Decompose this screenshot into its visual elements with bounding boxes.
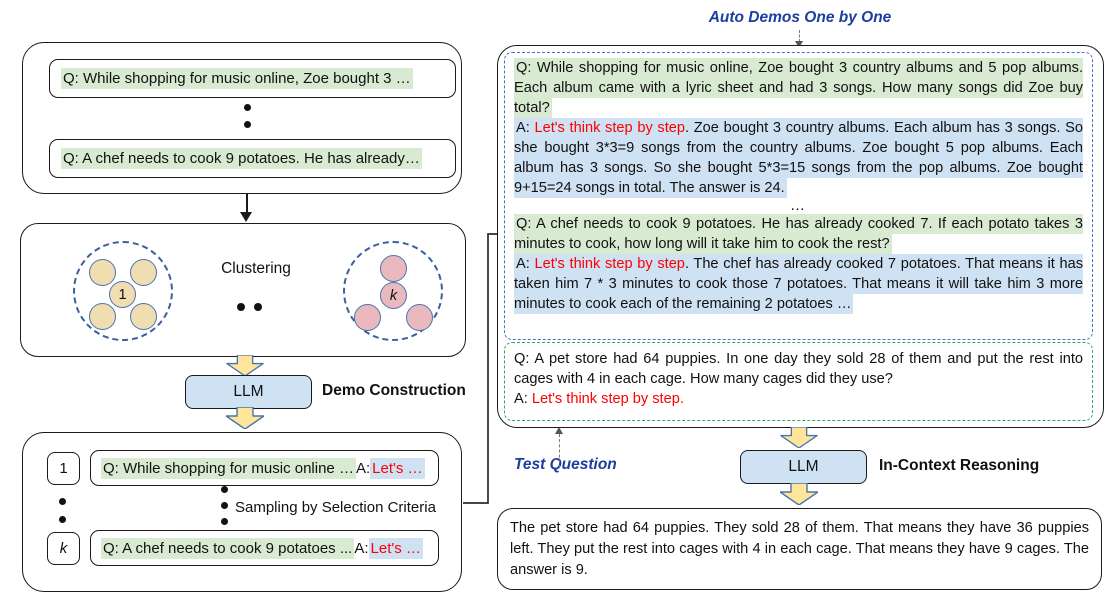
test-a-trigger: Let's think step by step. bbox=[531, 391, 684, 407]
demo-2-a-trigger: Let's think step by step bbox=[534, 256, 685, 272]
cluster-k-dot bbox=[354, 304, 381, 331]
auto-demos-label: Auto Demos One by One bbox=[708, 9, 892, 26]
demo-index-k bbox=[47, 532, 80, 565]
test-a-prefix: A: bbox=[514, 391, 532, 407]
vertical-dots-icon bbox=[221, 502, 228, 509]
vertical-dots-icon bbox=[244, 104, 251, 111]
demo-2-question-text: Q: A chef needs to cook 9 potatoes. He has already cooked 7. If each potato takes 3 minutes to cook, how long will it take him to cook the rest? bbox=[514, 216, 1083, 252]
demo-2-a-prefix: A: bbox=[516, 256, 535, 272]
arrow-down-line bbox=[246, 193, 248, 214]
cluster-k-label: k bbox=[389, 287, 398, 304]
pool-question-1-text: Q: While shopping for music online, Zoe bought 3 … bbox=[63, 70, 411, 87]
vertical-dots-icon bbox=[244, 121, 251, 128]
in-context-reasoning-label: In-Context Reasoning bbox=[879, 457, 1040, 474]
demos-separator: … bbox=[790, 197, 807, 214]
cluster-1-circle bbox=[73, 241, 173, 341]
llm-box-right bbox=[740, 450, 867, 484]
clustering-label: Clustering bbox=[221, 260, 291, 277]
sampled-demo-1-a-prefix: A: bbox=[355, 459, 371, 477]
demo-1-a-prefix: A: bbox=[516, 120, 535, 136]
cluster-k-dot bbox=[406, 304, 433, 331]
demo-1-question bbox=[514, 58, 1083, 118]
horizontal-dots-icon bbox=[254, 303, 262, 311]
cluster-1-label: 1 bbox=[118, 286, 127, 303]
test-answer-line bbox=[514, 389, 1083, 409]
horizontal-dots-icon bbox=[237, 303, 245, 311]
vertical-dots-icon bbox=[221, 486, 228, 493]
block-arrow-down-icon bbox=[226, 355, 264, 376]
sampled-demo-1-answer: Let's … bbox=[372, 459, 423, 477]
sampled-demo-row-k bbox=[90, 530, 439, 566]
llm-label: LLM bbox=[233, 383, 264, 400]
cluster-1-dot bbox=[130, 259, 157, 286]
sampling-criteria-label: Sampling by Selection Criteria bbox=[235, 499, 436, 516]
sampled-demo-1-question: Q: While shopping for music online … bbox=[103, 459, 354, 477]
sampled-demo-k-answer: Let's … bbox=[370, 539, 421, 557]
sampled-demo-k-a-prefix: A: bbox=[354, 539, 369, 557]
demo-construction-label: Demo Construction bbox=[322, 382, 466, 399]
cluster-1-center-dot bbox=[109, 281, 136, 308]
vertical-dots-icon bbox=[221, 518, 228, 525]
demo-1-question-text: Q: While shopping for music online, Zoe bought 3 country albums and 5 pop albums. Each album came with a lyric sheet and had 3 songs. How many songs did Zoe buy total? bbox=[514, 60, 1083, 116]
answer-text: The pet store had 64 puppies. They sold 28 of them. That means they have 36 puppies left. They put the rest into cages with 4 in each cage. That means they have 9 cages. The answer is 9. bbox=[510, 520, 1089, 578]
demo-1-answer bbox=[514, 118, 1083, 198]
auto-demos-panel bbox=[504, 52, 1093, 340]
cluster-k-center-dot bbox=[380, 282, 407, 309]
arrow-down-head-icon bbox=[240, 212, 252, 222]
demo-1-answer-text bbox=[514, 118, 1083, 198]
llm-box-left bbox=[185, 375, 312, 409]
sampled-demo-k-question: Q: A chef needs to cook 9 potatoes ... bbox=[103, 539, 353, 557]
answer-box bbox=[497, 508, 1102, 590]
demo-2-answer-text bbox=[514, 254, 1083, 314]
test-question-text: Q: A pet store had 64 puppies. In one day they sold 28 of them and put the rest into cages with 4 in each cage. How many cages did they use? bbox=[514, 351, 1083, 387]
demo-2-question bbox=[514, 214, 1083, 254]
demo-index-k-label: k bbox=[59, 540, 68, 557]
vertical-dots-icon bbox=[59, 498, 66, 505]
demo-index-1-label: 1 bbox=[59, 460, 68, 477]
demo-1-a-rest: . Zoe bought 3 country albums. Each album has 3 songs. So she bought 3*3=9 songs from the country albums. Zoe bought 5 pop albums. Each album has 3 songs. So she bought 5*3=15 songs from the pop albums. Zoe bought 9+15=24 songs in total. The answer is 24. bbox=[514, 120, 1083, 196]
pool-question-2-text: Q: A chef needs to cook 9 potatoes. He has already… bbox=[63, 150, 420, 167]
cluster-k-circle bbox=[343, 241, 443, 341]
cluster-1-dot bbox=[89, 303, 116, 330]
block-arrow-down-icon bbox=[226, 407, 264, 429]
cluster-1-dot bbox=[89, 259, 116, 286]
demo-2-a-rest: . The chef has already cooked 7 potatoes. That means it has taken him 7 * 3 minutes to cook those 7 potatoes. That means it will take him 3 more minutes to cook each of the remaining 2 potatoes … bbox=[514, 256, 1084, 312]
pool-question-2 bbox=[49, 139, 456, 178]
test-question-panel bbox=[504, 342, 1093, 421]
cluster-k-dot bbox=[380, 255, 407, 282]
cluster-1-dot bbox=[130, 303, 157, 330]
dashed-pointer-head-icon bbox=[555, 427, 563, 434]
sampled-demos-box bbox=[22, 432, 462, 592]
block-arrow-down-icon bbox=[780, 427, 818, 448]
llm-label: LLM bbox=[788, 458, 819, 475]
sampled-demo-row-1 bbox=[90, 450, 439, 486]
demo-index-1 bbox=[47, 452, 80, 485]
demo-2-answer bbox=[514, 254, 1083, 314]
block-arrow-down-icon bbox=[780, 483, 818, 505]
dashed-pointer-line bbox=[559, 434, 560, 468]
test-question-label: Test Question bbox=[514, 456, 617, 473]
pool-question-1 bbox=[49, 59, 456, 98]
clustering-box bbox=[20, 223, 466, 357]
demo-1-a-trigger: Let's think step by step bbox=[534, 120, 686, 136]
prompt-box bbox=[497, 45, 1104, 428]
question-pool-box bbox=[22, 42, 462, 194]
vertical-dots-icon bbox=[59, 516, 66, 523]
